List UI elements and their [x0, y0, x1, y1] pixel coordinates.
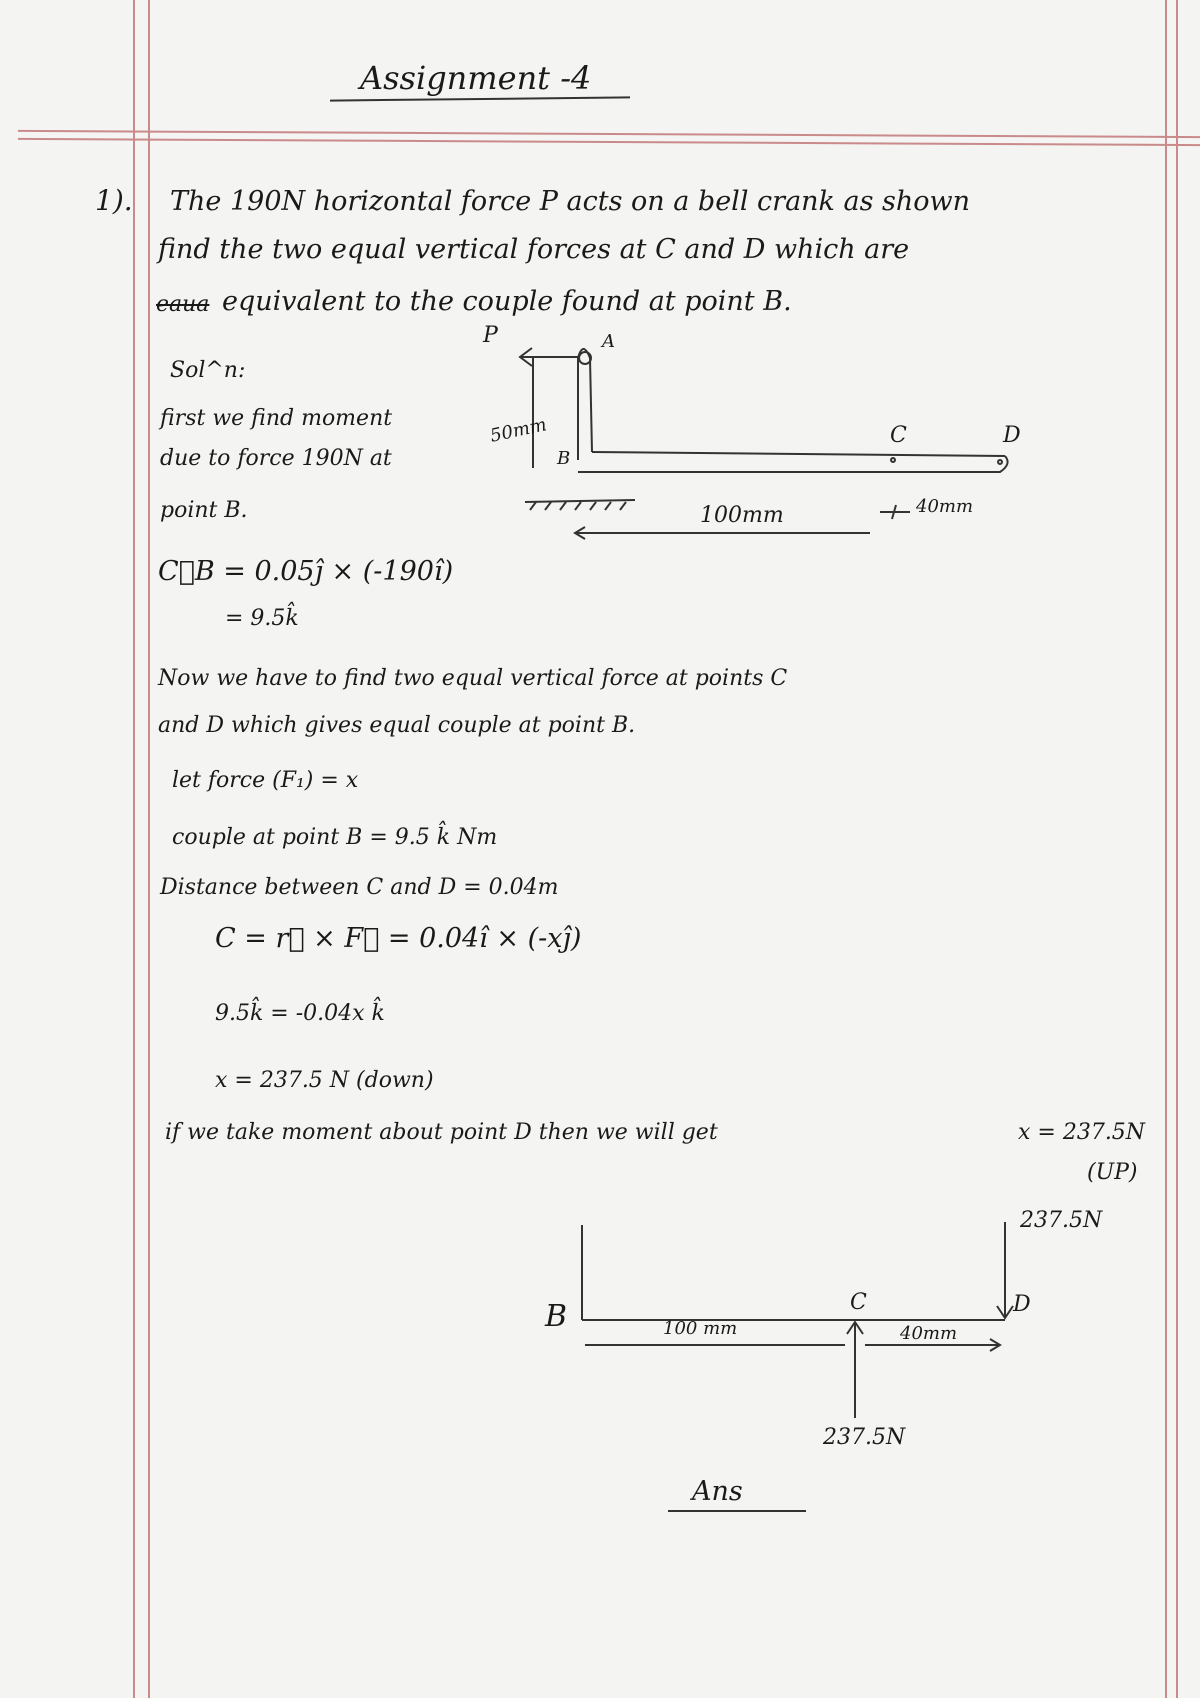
- intro-line-3: point B.: [160, 498, 248, 523]
- c-equation: C = r⃗ × F⃗ = 0.04î × (-xĵ): [215, 923, 582, 954]
- equation-2: 9.5k̂ = -0.04x k̂: [215, 1001, 385, 1026]
- equation-3: x = 237.5 N (down): [215, 1068, 434, 1093]
- cb-equation-2: = 9.5k̂: [225, 606, 299, 631]
- label-50mm: 50mm: [488, 414, 549, 447]
- moment-line: if we take moment about point D then we will get: [165, 1120, 718, 1145]
- answer-label: Ans: [692, 1476, 743, 1507]
- cb-equation-1: C⃗B = 0.05ĵ × (-190î): [158, 556, 454, 587]
- struck-text: eaua: [156, 292, 210, 317]
- page-title: Assignment -4: [360, 59, 592, 97]
- moment-result: x = 237.5N: [1018, 1120, 1146, 1145]
- label-100mm: 100mm: [700, 503, 784, 528]
- fig2-force-top: 237.5N: [1020, 1208, 1103, 1233]
- question-number: 1).: [95, 184, 133, 217]
- label-40mm: 40mm: [916, 496, 974, 517]
- label-d: D: [1003, 423, 1021, 448]
- solution-label: Sol^n:: [170, 358, 246, 383]
- label-c: C: [890, 423, 907, 448]
- intro-line-2: due to force 190N at: [160, 446, 392, 471]
- label-a: A: [602, 331, 615, 352]
- label-p: P: [483, 323, 498, 348]
- couple-line: couple at point B = 9.5 k̂ Nm: [172, 825, 498, 850]
- now-line-1: Now we have to find two equal vertical force at points C: [158, 666, 788, 691]
- fig2-label-c: C: [850, 1290, 867, 1315]
- fig2-label-d: D: [1013, 1292, 1031, 1317]
- fig2-dim-100: 100 mm: [663, 1318, 738, 1339]
- question-line-1: The 190N horizontal force P acts on a bell crank as shown: [170, 186, 971, 217]
- question-line-2: find the two equal vertical forces at C and D which are: [158, 234, 910, 265]
- intro-line-1: first we find moment: [160, 406, 393, 431]
- let-force-line: let force (F₁) = x: [172, 768, 359, 793]
- distance-line: Distance between C and D = 0.04m: [160, 875, 559, 900]
- now-line-2: and D which gives equal couple at point B.: [158, 713, 636, 738]
- answer-underline: [668, 1510, 806, 1512]
- up-label: (UP): [1087, 1160, 1138, 1185]
- fig2-dim-40: 40mm: [900, 1323, 958, 1344]
- fig2-force-bottom: 237.5N: [823, 1425, 906, 1450]
- question-line-3: equivalent to the couple found at point B.: [222, 286, 792, 317]
- label-b: B: [557, 448, 571, 469]
- fig2-label-b: B: [545, 1299, 568, 1334]
